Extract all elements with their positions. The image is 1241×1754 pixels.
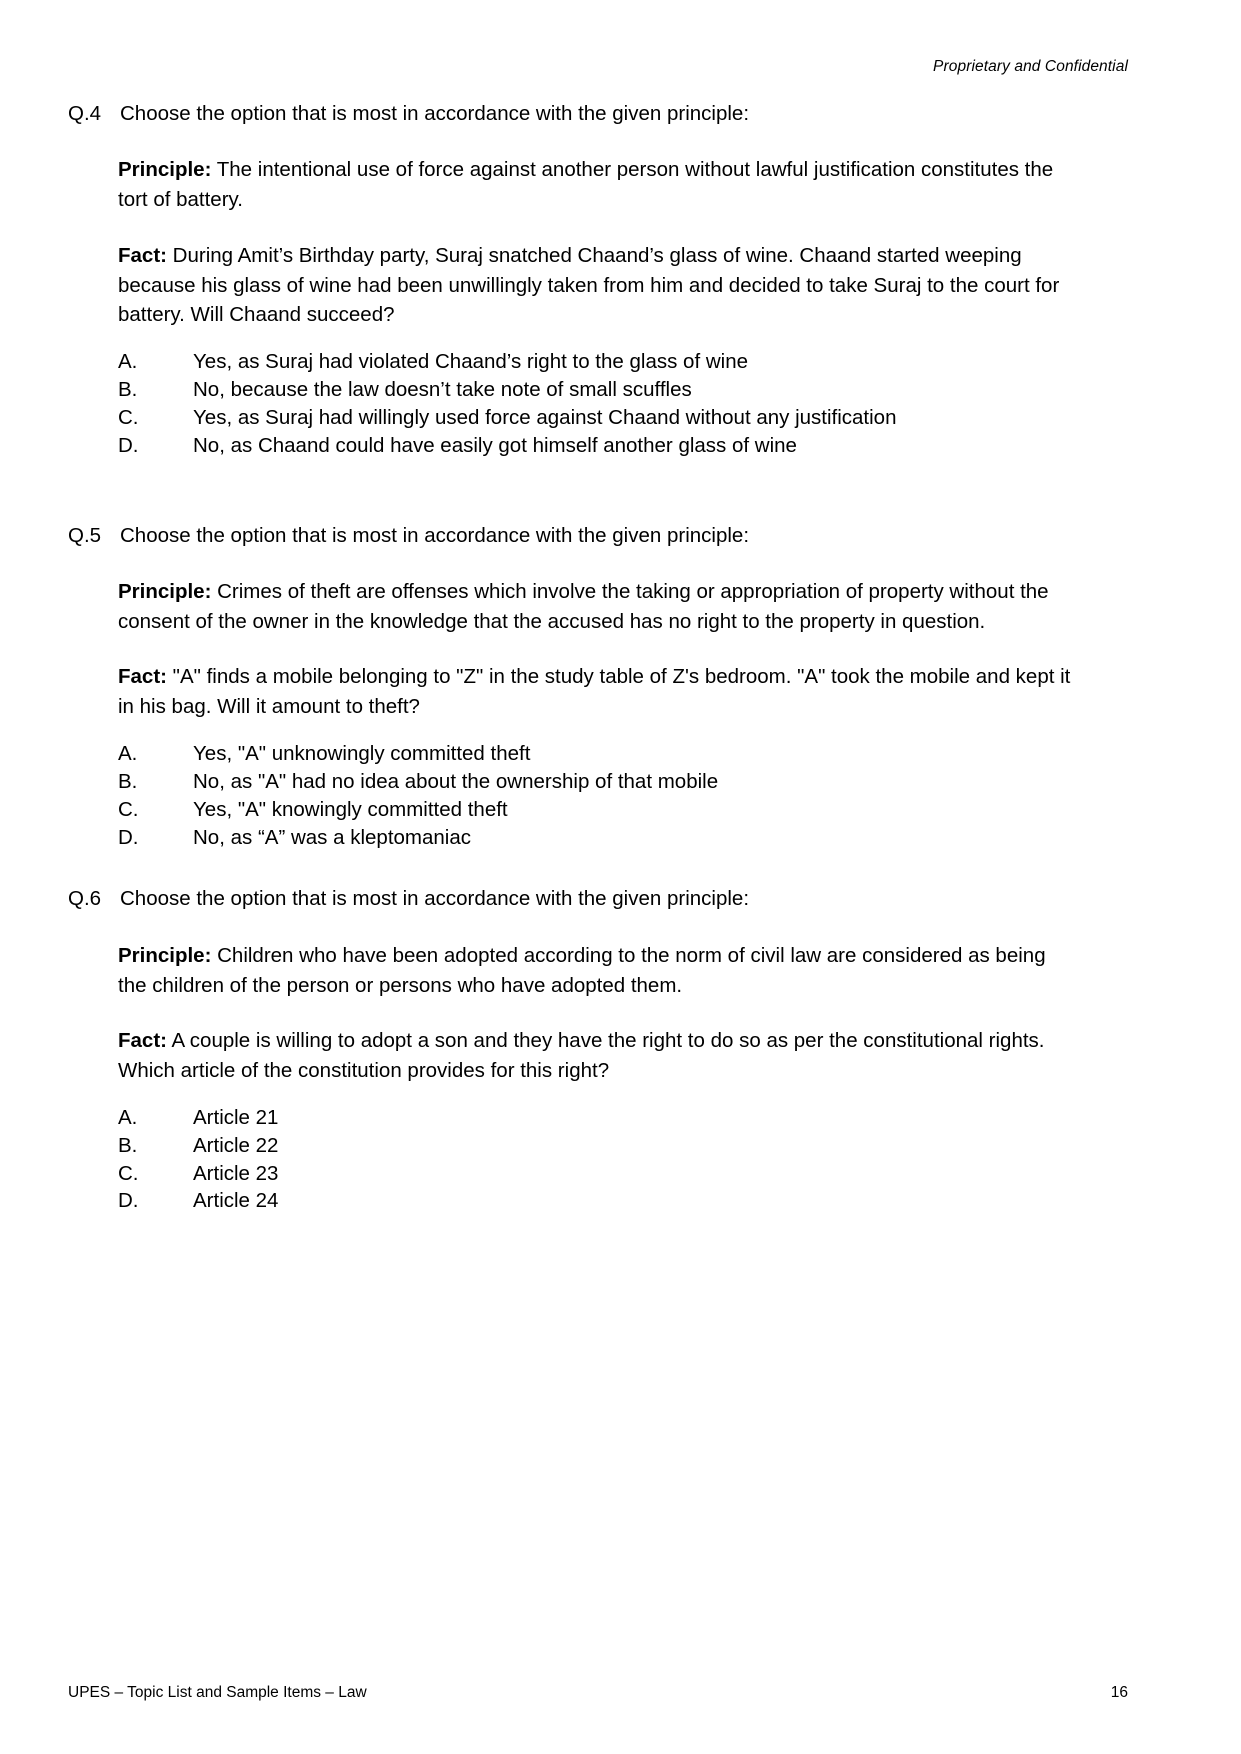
question-block-q5 [68,522,1078,852]
question-number: Q.5 [68,523,102,547]
option-text: Article 23 [193,1161,279,1185]
option-letter: C. [118,797,139,821]
option-letter: A. [118,741,138,765]
option-text: Article 21 [193,1105,279,1129]
fact-label: Fact: [118,1029,167,1053]
question-stem: Choose the option that is most in accordance with the given principle: [120,102,750,125]
question-number: Q.6 [68,887,102,911]
option-letter: D. [118,1189,139,1213]
option-item[interactable] [118,376,1078,404]
question-stem: Choose the option that is most in accordance with the given principle: [120,887,750,911]
principle-paragraph [118,577,1078,636]
principle-label: Principle: [118,580,212,604]
option-letter: A. [118,1105,138,1129]
question-stem: Choose the option that is most in accordance with the given principle: [120,523,750,547]
option-letter: D. [118,825,139,849]
option-item[interactable] [118,348,1078,376]
option-text: Yes, as Suraj had willingly used force against Chaand without any justification [193,405,897,429]
fact-text: During Amit’s Birthday party, Suraj snatched Chaand’s glass of wine. Chaand started weeping because his glass of wine had been unwillingly taken from him and decided to take Suraj to the court for battery. Will Chaand succeed? [118,243,1060,327]
option-text: No, as “A” was a kleptomaniac [193,825,472,849]
question-heading [68,522,1078,549]
option-letter: B. [118,769,138,793]
option-text: No, because the law doesn’t take note of small scuffles [193,377,692,401]
option-letter: B. [118,1133,138,1157]
fact-text: A couple is willing to adopt a son and they have the right to do so as per the constitutional rights. Which article of the constitution provides for this right? [118,1029,1045,1083]
principle-paragraph [118,155,1078,214]
option-text: Yes, as Suraj had violated Chaand’s right to the glass of wine [193,350,748,374]
principle-text: The intentional use of force against another person without lawful justification constitutes the tort of battery. [118,158,1054,212]
question-number: Q.4 [68,102,102,125]
page-footer [68,1684,1173,1702]
option-text: No, as "A" had no idea about the ownership of that mobile [193,769,719,793]
principle-label: Principle: [118,943,212,967]
option-item[interactable] [118,1104,1078,1132]
fact-paragraph [118,1026,1078,1085]
question-block-q6 [68,885,1078,1215]
option-letter: B. [118,377,138,401]
option-list [118,740,1078,852]
option-item[interactable] [118,740,1078,768]
option-text: Article 22 [193,1133,279,1157]
principle-label: Principle: [118,158,212,182]
fact-label: Fact: [118,243,167,267]
option-item[interactable] [118,1187,1078,1215]
option-item[interactable] [118,796,1078,824]
section-spacer [68,851,1078,885]
fact-text: "A" finds a mobile belonging to "Z" in the study table of Z's bedroom. "A" took the mobile and kept it in his bag. Will it amount to theft? [118,665,1071,719]
option-item[interactable] [118,404,1078,432]
option-letter: A. [118,350,138,374]
option-list [118,1104,1078,1216]
option-list [118,348,1078,460]
question-block-q4 [68,100,1078,460]
option-text: Article 24 [193,1189,279,1213]
option-text: Yes, "A" knowingly committed theft [193,797,508,821]
option-text: Yes, "A" unknowingly committed theft [193,741,531,765]
option-item[interactable] [118,824,1078,852]
fact-paragraph [118,662,1078,721]
question-heading [68,885,1078,912]
principle-text: Crimes of theft are offenses which involve the taking or appropriation of property without the consent of the owner in the knowledge that the accused has no right to the property in question. [118,580,1049,633]
option-item[interactable] [118,432,1078,460]
question-heading [68,100,1078,127]
option-item[interactable] [118,768,1078,796]
option-text: No, as Chaand could have easily got himself another glass of wine [193,433,797,457]
section-spacer [68,460,1078,522]
question-list [68,100,1078,1215]
principle-paragraph [118,941,1078,1000]
footer-page-number: 16 [1110,1684,1128,1701]
principle-text: Children who have been adopted according to the norm of civil law are considered as being the children of the person or persons who have adopted them. [118,943,1046,997]
fact-paragraph [118,241,1078,330]
option-item[interactable] [118,1160,1078,1188]
footer-document-title: UPES – Topic List and Sample Items – Law [68,1684,367,1701]
option-letter: D. [118,433,139,457]
option-item[interactable] [118,1132,1078,1160]
page-header [0,58,1241,82]
fact-label: Fact: [118,665,167,689]
confidentiality-note: Proprietary and Confidential [933,58,1128,75]
option-letter: C. [118,1161,139,1185]
option-letter: C. [118,405,139,429]
